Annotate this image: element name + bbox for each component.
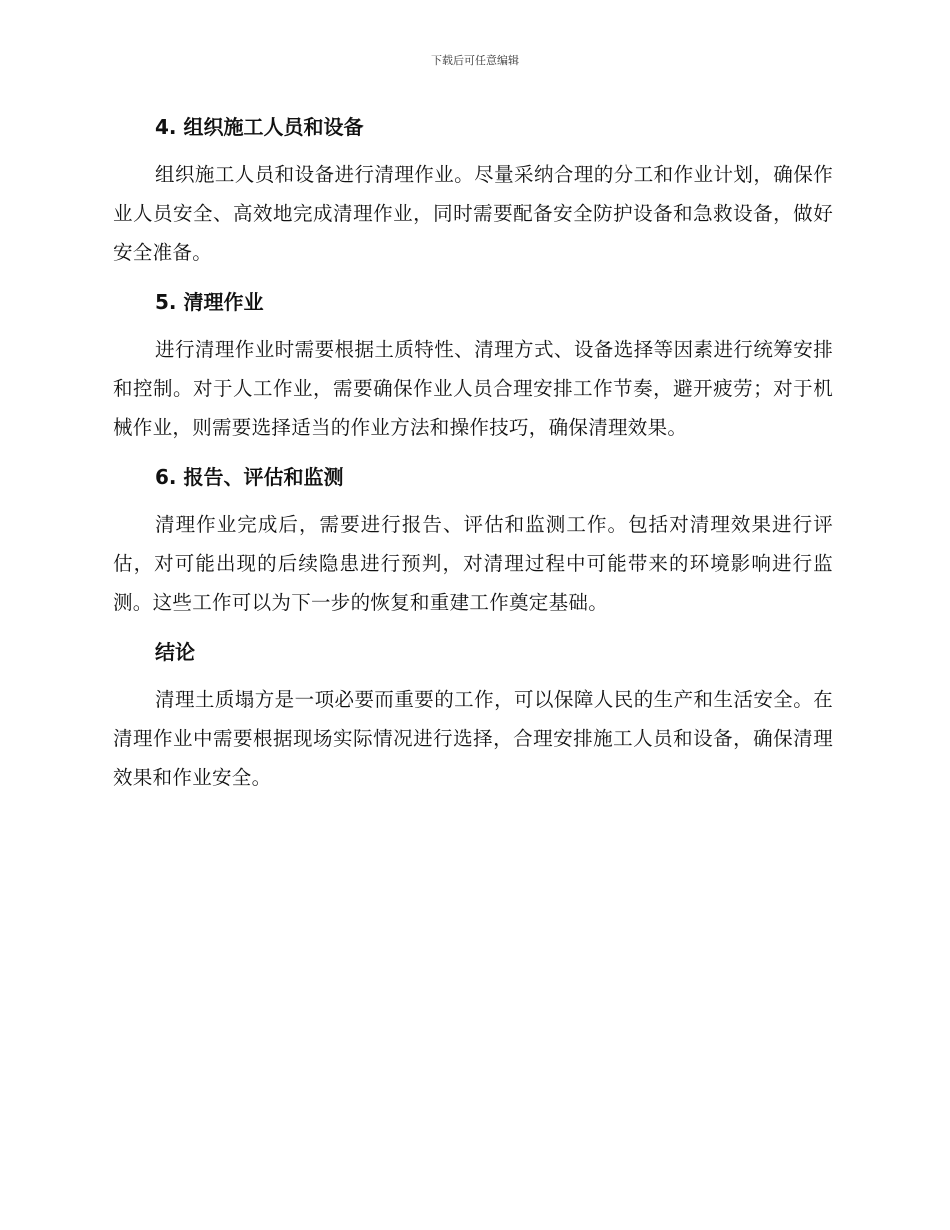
section-4	[113, 111, 833, 272]
section-heading: 4. 组织施工人员和设备	[155, 115, 364, 139]
section-paragraph: 清理作业完成后，需要进行报告、评估和监测工作。包括对清理效果进行评估，对可能出现的后续隐患进行预判，对清理过程中可能带来的环境影响进行监测。这些工作可以为下一步的恢复和重建工作奠定基础。	[113, 513, 833, 614]
section-paragraph: 进行清理作业时需要根据土质特性、清理方式、设备选择等因素进行统筹安排和控制。对于人工作业，需要确保作业人员合理安排工作节奏，避开疲劳；对于机械作业，则需要选择适当的作业方法和操作技巧，确保清理效果。	[113, 338, 833, 439]
section-paragraph: 清理土质塌方是一项必要而重要的工作，可以保障人民的生产和生活安全。在清理作业中需要根据现场实际情况进行选择，合理安排施工人员和设备，确保清理效果和作业安全。	[113, 688, 833, 789]
section-5	[113, 286, 833, 447]
page-header-note: 下载后可任意编辑	[431, 54, 519, 67]
section-heading: 结论	[155, 640, 195, 664]
section-paragraph: 组织施工人员和设备进行清理作业。尽量采纳合理的分工和作业计划，确保作业人员安全、高效地完成清理作业，同时需要配备安全防护设备和急救设备，做好安全准备。	[113, 163, 833, 264]
section-heading: 6. 报告、评估和监测	[155, 465, 344, 489]
document-body	[113, 111, 833, 797]
section-heading: 5. 清理作业	[155, 290, 264, 314]
section-conclusion	[113, 636, 833, 797]
section-6	[113, 461, 833, 622]
